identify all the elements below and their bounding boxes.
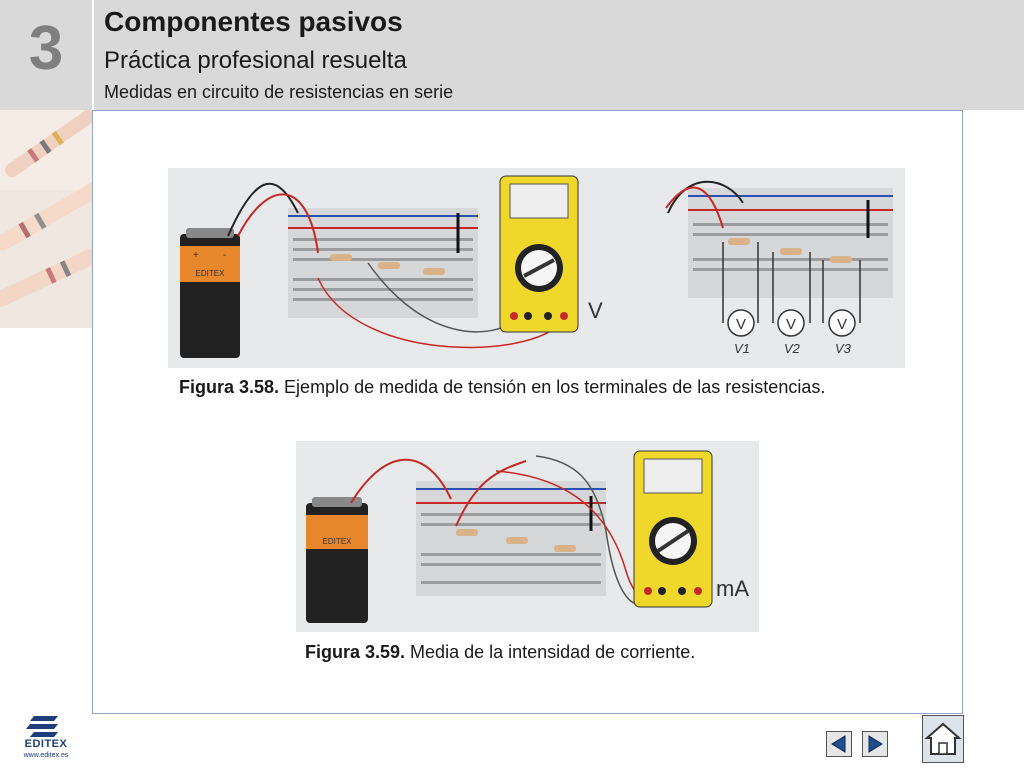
voltmeter-symbol-1: V [735,316,747,333]
figure-caption-number: Figura 3.59. [305,642,406,662]
svg-text:+: + [193,250,199,261]
home-button[interactable] [922,715,964,763]
battery-brand: EDITEX [195,269,225,278]
chapter-badge [0,0,94,110]
next-arrow-icon [863,732,887,756]
next-slide-button[interactable] [862,731,888,757]
editex-logo-mark [14,712,78,740]
page-title: Componentes pasivos [104,6,403,37]
chapter-number: 3 [28,14,64,83]
svg-text:-: - [223,250,227,261]
figure-current-measurement [296,441,759,632]
voltmeter-label-v2: V2 [784,341,800,356]
figure-voltage-measurement [168,168,905,368]
previous-arrow-icon [827,732,851,756]
voltmeter-symbol-2: V [785,316,797,333]
meter-unit-milliamps: mA [716,576,749,601]
figure-caption-text: Media de la intensidad de corriente. [405,642,696,662]
voltmeter-label-v1: V1 [734,341,750,356]
content-frame [92,110,963,714]
figure-caption-text: Ejemplo de medida de tensión en los terminales de las resistencias. [279,377,826,397]
page-subtitle: Práctica profesional resuelta [104,47,407,74]
logo-text: EDITEX [24,738,68,750]
previous-slide-button[interactable] [826,731,852,757]
home-icon [923,716,963,762]
meter-unit-volts: V [588,298,603,323]
voltmeter-label-v3: V3 [835,341,851,356]
figure-caption-number: Figura 3.58. [179,377,280,397]
logo-url: www.editex.es [23,752,69,759]
section-title: Medidas en circuito de resistencias en serie [104,82,454,102]
figure-caption-3-59 [305,642,695,663]
editex-logo [14,712,78,762]
resistors-photo [0,110,92,328]
battery-brand-2: EDITEX [322,537,352,546]
header-bar [0,0,1024,110]
voltmeter-symbol-3: V [836,316,848,333]
figure-caption-3-58 [179,377,825,398]
